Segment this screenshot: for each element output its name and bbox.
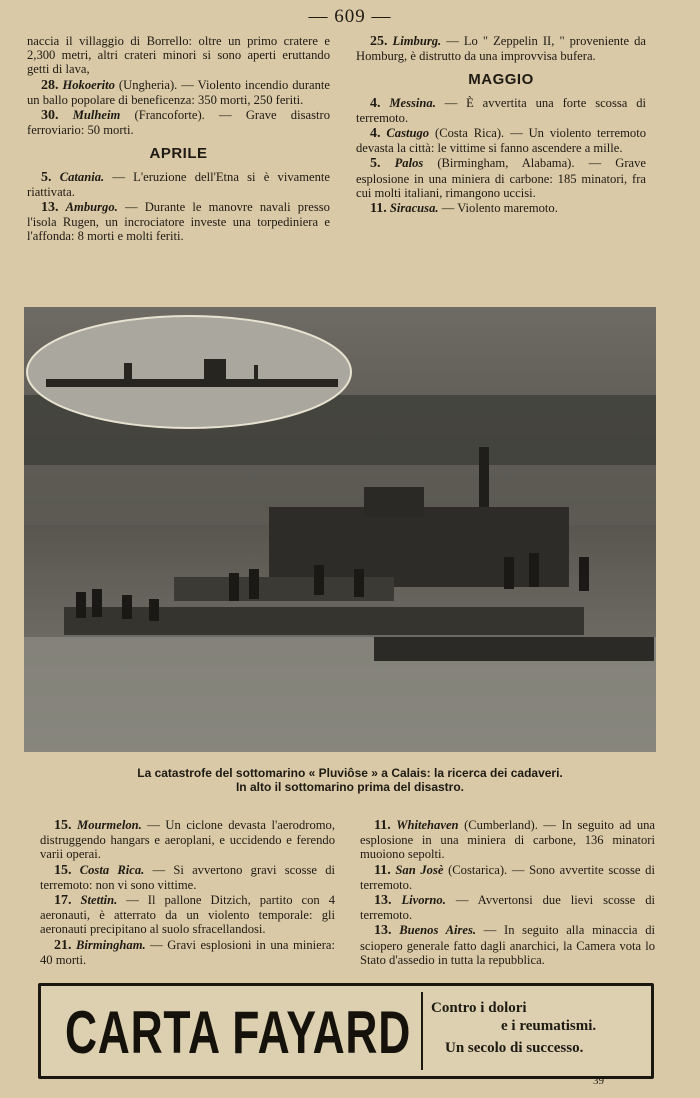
page-number: — 609 — bbox=[308, 6, 392, 27]
footer-number: 39 bbox=[593, 1075, 604, 1087]
photo-caption bbox=[40, 766, 660, 794]
entry: 17. Stettin. — Il pallone Ditzich, partito con 4 aeronauti, è atterrato da un violento temporale: gli aeronauti precipitano al suolo sfracellandosi. bbox=[40, 893, 335, 937]
entry: 21. Birmingham. — Gravi esplosioni in una miniera: 40 morti. bbox=[40, 937, 335, 967]
ad-line: Un secolo di successo. bbox=[445, 1040, 584, 1056]
ad-brand: CARTA FAYARD bbox=[65, 999, 412, 1066]
entry: 25. Limburg. — Lo " Zeppelin II, " proveniente da Homburg, è distrutto da una improvvisa bufera. bbox=[356, 34, 646, 64]
ad-line: Contro i dolori bbox=[431, 1000, 527, 1016]
entry: 5. Catania. — L'eruzione dell'Etna si è vivamente riattivata. bbox=[27, 169, 330, 199]
entry: 4. Messina. — È avvertita una forte scossa di terremoto. bbox=[356, 95, 647, 125]
caption-line: La catastrofe del sottomarino « Pluviôse » a Calais: la ricerca dei cadaveri. bbox=[137, 766, 563, 780]
entry: 13. Livorno. — Avvertonsi due lievi scosse di terremoto. bbox=[360, 893, 655, 923]
caption-line: In alto il sottomarino prima del disastro. bbox=[235, 780, 465, 794]
column-top-right bbox=[356, 34, 646, 217]
column-bottom-left bbox=[40, 818, 335, 968]
entry: 13. Buenos Aires. — In seguito alla minaccia di sciopero generale fatto dagli anarchici, la Camera vota lo Stato d'assedio in tutta la repubblica. bbox=[360, 923, 655, 967]
entry: 5. Palos (Birmingham, Alabama). — Grave esplosione in una miniera di carbone: 185 minatori, fra cui molti italiani, rimangono uccisi. bbox=[356, 156, 647, 200]
column-top-left bbox=[27, 34, 330, 245]
entry: 15. Costa Rica. — Si avvertono gravi scosse di terremoto: non vi sono vittime. bbox=[40, 862, 335, 892]
entry: 11. Siracusa. — Violento maremoto. bbox=[370, 201, 558, 217]
entry: 13. Amburgo. — Durante le manovre navali presso l'isola Rugen, un incrociatore investe una torpediniera e l'affonda: 8 morti e molti feriti. bbox=[27, 200, 330, 244]
entry: 30. Mulheim (Francoforte). — Grave disastro ferroviario: 50 morti. bbox=[27, 108, 330, 138]
ad-divider bbox=[421, 992, 423, 1070]
section-heading-maggio: MAGGIO bbox=[468, 71, 534, 89]
photo-submarine-salvage bbox=[24, 307, 656, 752]
entry: 11. San Josè (Costarica). — Sono avvertite scosse di terremoto. bbox=[360, 862, 655, 892]
advertisement-carta-fayard bbox=[38, 983, 654, 1079]
column-bottom-right bbox=[360, 818, 655, 968]
entry: 4. Castugo (Costa Rica). — Un violento terremoto devasta la città: le vittime si fanno ascendere a mille. bbox=[356, 126, 647, 156]
section-heading-aprile: APRILE bbox=[149, 145, 208, 163]
entry: 28. Hokoerito (Ungheria). — Violento incendio durante un ballo popolare di beneficenza: 350 morti, 250 feriti. bbox=[27, 77, 330, 107]
entry: 15. Mourmelon. — Un ciclone devasta l'aerodromo, distruggendo hangars e aeroplani, e uccidendo e ferendo varii operai. bbox=[40, 818, 335, 862]
ad-line: e i reumatismi. bbox=[501, 1018, 597, 1034]
entry: 11. Whitehaven (Cumberland). — In seguito ad una esplosione in una miniera di carbone, 136 minatori muoiono sepolti. bbox=[360, 818, 655, 862]
paragraph: naccia il villaggio di Borrello: oltre un primo cratere e 2,300 metri, altri crateri minori si sono aperti eruttando getti di lava, bbox=[27, 34, 330, 77]
